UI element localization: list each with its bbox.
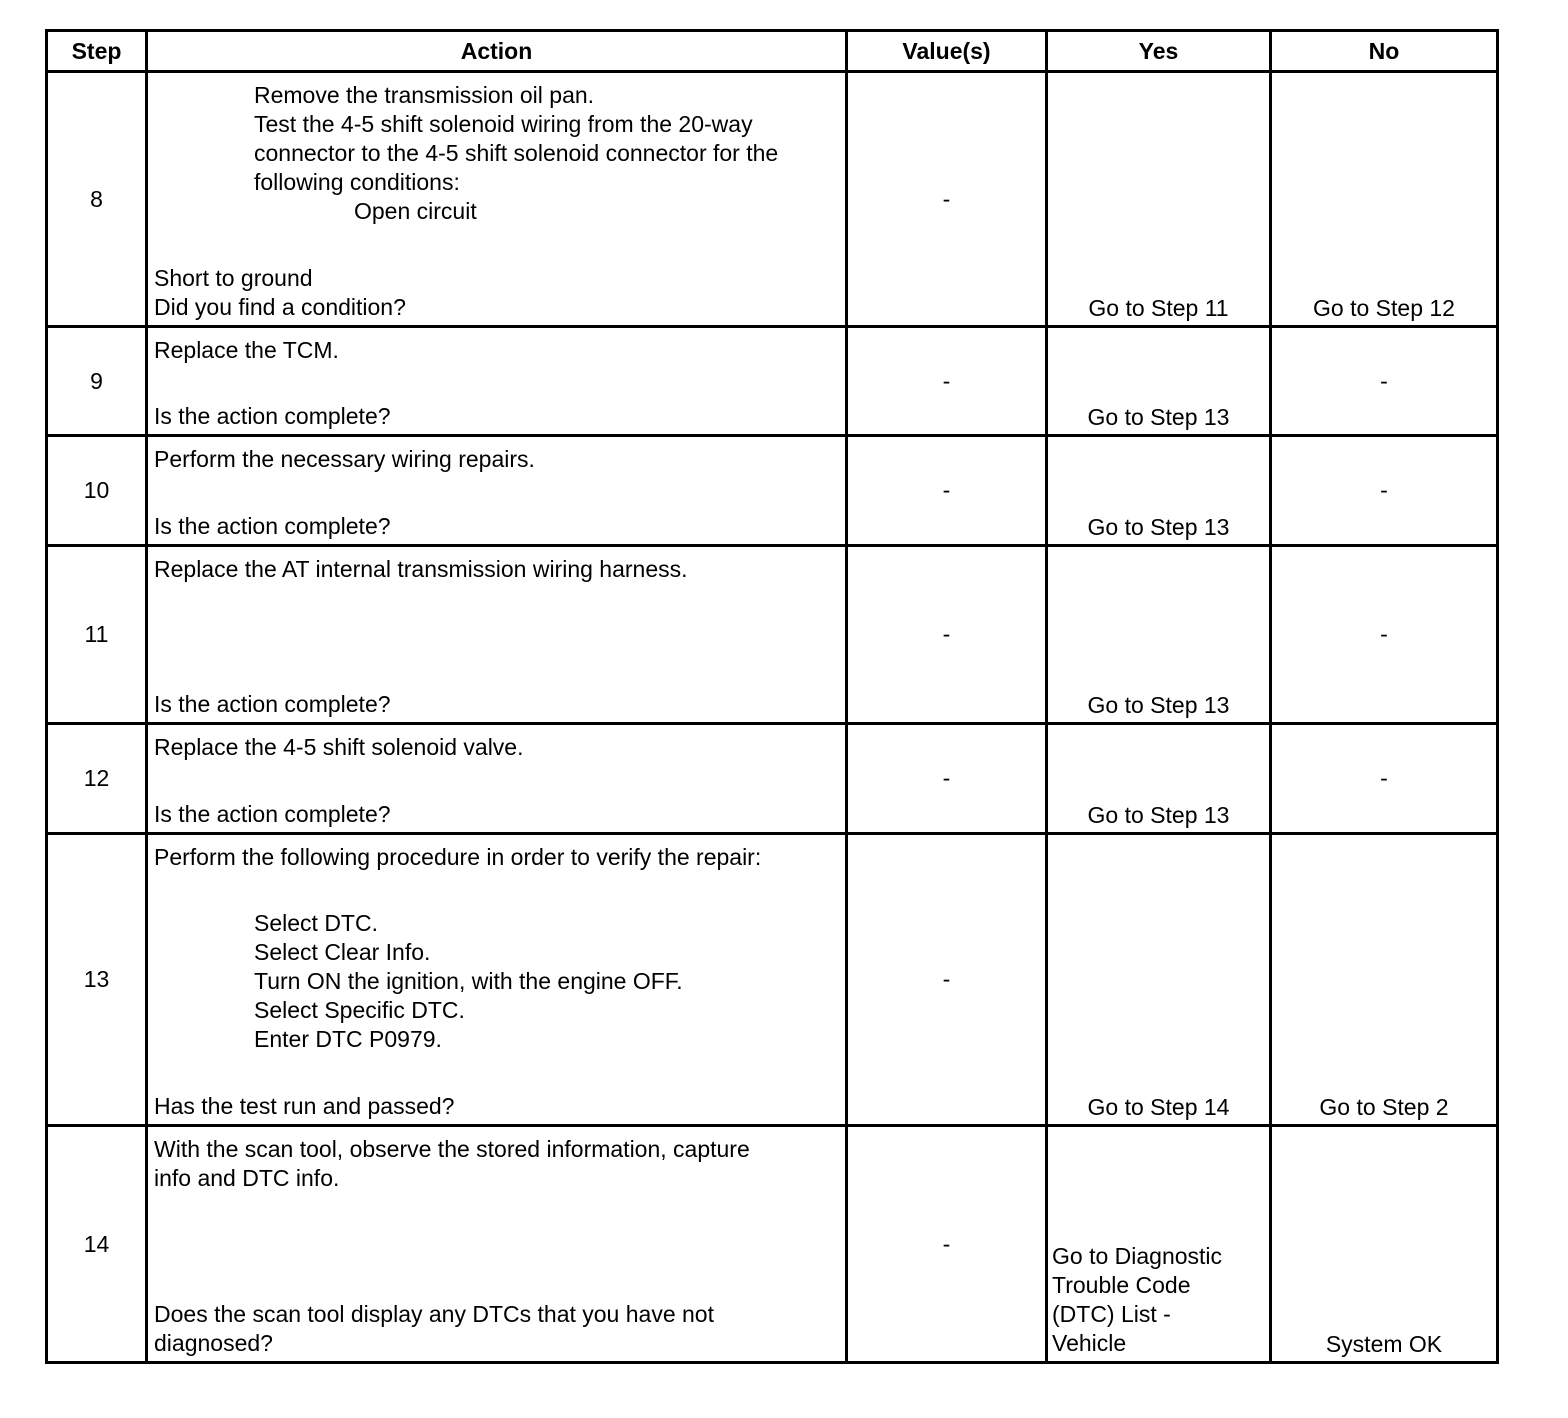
yes-cell	[1047, 1126, 1271, 1363]
yes-cell: Go to Step 11	[1047, 72, 1271, 327]
header-step: Step	[47, 31, 147, 72]
table-row	[47, 724, 1498, 834]
header-value: Value(s)	[847, 31, 1047, 72]
value-cell: -	[847, 72, 1047, 327]
header-yes: Yes	[1047, 31, 1271, 72]
header-action: Action	[147, 31, 847, 72]
action-line: Select Specific DTC.	[254, 997, 465, 1023]
action-line: Select Clear Info.	[254, 939, 431, 965]
action-line: Replace the 4-5 shift solenoid valve.	[154, 734, 524, 760]
yes-cell: Go to Step 14	[1047, 834, 1271, 1126]
action-line: Remove the transmission oil pan.	[254, 82, 595, 108]
action-line: Test the 4-5 shift solenoid wiring from the 20-way	[254, 111, 753, 137]
yes-cell: Go to Step 13	[1047, 436, 1271, 546]
action-question: Is the action complete?	[154, 403, 391, 429]
step-number: 11	[47, 546, 147, 724]
action-line: Enter DTC P0979.	[254, 1026, 442, 1052]
action-line: With the scan tool, observe the stored information, capture	[154, 1136, 750, 1162]
action-cell	[147, 724, 847, 834]
diagnostic-table	[45, 29, 1499, 1364]
value-cell: -	[847, 834, 1047, 1126]
action-line: Perform the necessary wiring repairs.	[154, 446, 535, 472]
action-question: Is the action complete?	[154, 801, 391, 827]
action-question: Has the test run and passed?	[154, 1093, 455, 1119]
value-cell: -	[847, 327, 1047, 436]
action-question: diagnosed?	[154, 1330, 273, 1356]
action-line: Select DTC.	[254, 910, 378, 936]
action-line: Replace the AT internal transmission wiring harness.	[154, 556, 688, 582]
no-cell: -	[1271, 436, 1498, 546]
no-cell: -	[1271, 546, 1498, 724]
no-cell: Go to Step 2	[1271, 834, 1498, 1126]
no-cell: -	[1271, 327, 1498, 436]
yes-line: Go to Diagnostic	[1052, 1243, 1223, 1269]
no-cell: Go to Step 12	[1271, 72, 1498, 327]
yes-cell: Go to Step 13	[1047, 327, 1271, 436]
action-question: Is the action complete?	[154, 691, 391, 717]
action-question: Is the action complete?	[154, 513, 391, 539]
action-line: Short to ground	[154, 265, 313, 291]
no-cell: -	[1271, 724, 1498, 834]
action-line: Open circuit	[354, 198, 477, 224]
table-row	[47, 436, 1498, 546]
value-cell: -	[847, 1126, 1047, 1363]
action-line: info and DTC info.	[154, 1165, 340, 1191]
yes-line: (DTC) List -	[1052, 1301, 1171, 1327]
action-line: Replace the TCM.	[154, 337, 339, 363]
action-line: following conditions:	[254, 169, 460, 195]
yes-line: Vehicle	[1052, 1330, 1127, 1356]
action-cell	[147, 834, 847, 1126]
action-cell	[147, 327, 847, 436]
value-cell: -	[847, 724, 1047, 834]
action-cell	[147, 436, 847, 546]
action-question: Did you find a condition?	[154, 294, 406, 320]
action-question: Does the scan tool display any DTCs that you have not	[154, 1301, 714, 1327]
action-line: connector to the 4-5 shift solenoid connector for the	[254, 140, 779, 166]
table-row	[47, 1126, 1498, 1363]
step-number: 9	[47, 327, 147, 436]
table-row	[47, 546, 1498, 724]
action-line: Perform the following procedure in order to verify the repair:	[154, 844, 762, 870]
yes-cell: Go to Step 13	[1047, 724, 1271, 834]
step-number: 14	[47, 1126, 147, 1363]
value-cell: -	[847, 546, 1047, 724]
step-number: 10	[47, 436, 147, 546]
table-row	[47, 834, 1498, 1126]
no-cell: System OK	[1271, 1126, 1498, 1363]
header-row	[47, 31, 1498, 72]
yes-line: Trouble Code	[1052, 1272, 1191, 1298]
yes-cell: Go to Step 13	[1047, 546, 1271, 724]
action-cell	[147, 546, 847, 724]
step-number: 12	[47, 724, 147, 834]
step-number: 8	[47, 72, 147, 327]
header-no: No	[1271, 31, 1498, 72]
action-cell	[147, 72, 847, 327]
table-row	[47, 72, 1498, 327]
table-row	[47, 327, 1498, 436]
action-line: Turn ON the ignition, with the engine OFF.	[254, 968, 683, 994]
action-cell	[147, 1126, 847, 1363]
value-cell: -	[847, 436, 1047, 546]
step-number: 13	[47, 834, 147, 1126]
